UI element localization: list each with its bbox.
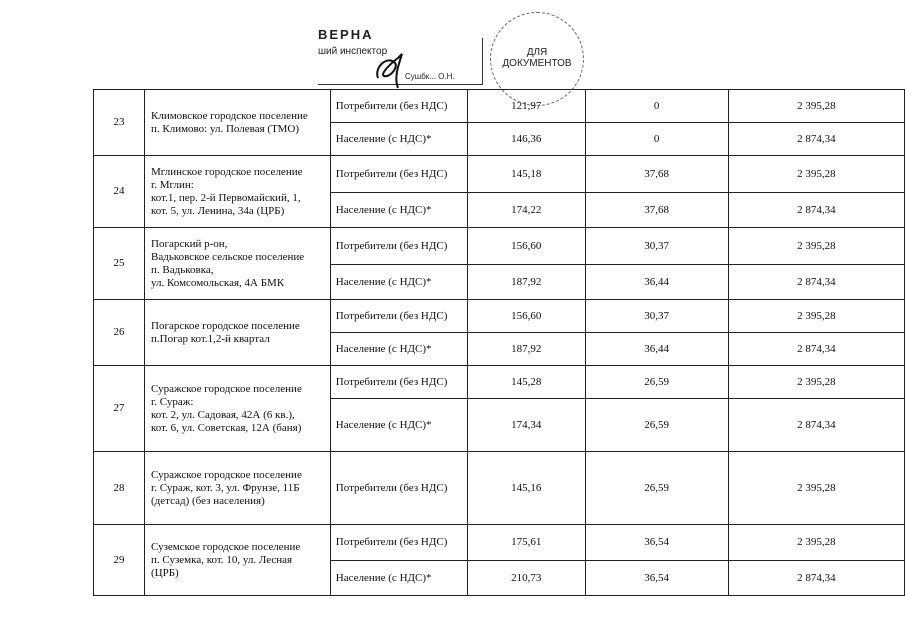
tariff-value: 36,44 (585, 333, 728, 366)
tariff-value: 0 (585, 90, 728, 123)
location-line: Суражское городское поселение (151, 468, 302, 481)
location-line: г. Мглин: (151, 178, 194, 191)
tariff-value: 187,92 (468, 333, 586, 366)
tariff-value: 146,36 (468, 123, 586, 156)
location-line: Погарское городское поселение (151, 319, 300, 332)
tariff-value: 30,37 (585, 228, 728, 265)
consumer-category: Потребители (без НДС) (330, 300, 467, 333)
row-number: 24 (94, 156, 145, 228)
tariff-value: 26,59 (585, 366, 728, 399)
location-line: п. Суземка, кот. 10, ул. Лесная (151, 553, 293, 566)
tariff-value: 145,28 (468, 366, 586, 399)
consumer-category: Потребители (без НДС) (330, 90, 467, 123)
location-line: г. Сураж: (151, 395, 194, 408)
tariff-value: 145,18 (468, 156, 586, 193)
tariff-value: 174,34 (468, 399, 586, 452)
tariff-value: 2 395,28 (728, 90, 904, 123)
tariff-value: 175,61 (468, 525, 586, 561)
consumer-category: Население (с НДС)* (330, 193, 467, 228)
table-row (94, 300, 905, 333)
table-row (94, 228, 905, 265)
tariff-value: 2 395,28 (728, 366, 904, 399)
tariff-value: 2 395,28 (728, 156, 904, 193)
location-line: п. Климово: ул. Полевая (ТМО) (151, 122, 300, 135)
table-row (94, 156, 905, 193)
location-line: Суражское городское поселение (151, 382, 302, 395)
tariff-value: 2 874,34 (728, 193, 904, 228)
tariff-value: 156,60 (468, 300, 586, 333)
tariff-value: 2 874,34 (728, 561, 904, 596)
tariff-value: 30,37 (585, 300, 728, 333)
table-row (94, 90, 905, 123)
location-line: кот. 6, ул. Советская, 12А (баня) (151, 421, 302, 434)
row-number: 29 (94, 525, 145, 596)
table-row (94, 366, 905, 399)
tariff-value: 37,68 (585, 156, 728, 193)
tariff-value: 145,16 (468, 452, 586, 525)
row-number: 26 (94, 300, 145, 366)
tariff-value: 2 395,28 (728, 228, 904, 265)
location-line: (детсад) (без населения) (151, 494, 265, 507)
tariff-value: 121,97 (468, 90, 586, 123)
stamp-inspector-text: ший инспектор (318, 46, 388, 57)
consumer-category: Потребители (без НДС) (330, 452, 467, 525)
tariff-value: 0 (585, 123, 728, 156)
tariff-value: 26,59 (585, 399, 728, 452)
tariff-value: 2 395,28 (728, 300, 904, 333)
consumer-category: Потребители (без НДС) (330, 525, 467, 561)
location-line: кот. 5, ул. Ленина, 34а (ЦРБ) (151, 204, 285, 217)
consumer-category: Население (с НДС)* (330, 333, 467, 366)
tariff-table-body (94, 90, 905, 596)
tariff-value: 26,59 (585, 452, 728, 525)
consumer-category: Население (с НДС)* (330, 399, 467, 452)
row-number: 25 (94, 228, 145, 300)
location-cell (145, 156, 331, 228)
consumer-category: Потребители (без НДС) (330, 366, 467, 399)
tariff-value: 2 874,34 (728, 123, 904, 156)
tariff-value: 2 874,34 (728, 399, 904, 452)
tariff-value: 156,60 (468, 228, 586, 265)
tariff-value: 36,54 (585, 561, 728, 596)
tariff-value: 36,54 (585, 525, 728, 561)
location-line: кот.1, пер. 2-й Первомайский, 1, (151, 191, 301, 204)
location-line: ул. Комсомольская, 4А БМК (151, 276, 285, 289)
stamp-name-text: Сушбк... О.Н. (405, 72, 455, 81)
tariff-value: 36,44 (585, 265, 728, 300)
location-cell (145, 452, 331, 525)
location-cell (145, 525, 331, 596)
consumer-category: Потребители (без НДС) (330, 156, 467, 193)
tariff-value: 37,68 (585, 193, 728, 228)
table-row (94, 452, 905, 525)
location-cell (145, 90, 331, 156)
location-line: Погарский р-он, (151, 237, 228, 250)
tariff-value: 210,73 (468, 561, 586, 596)
location-line: кот. 2, ул. Садовая, 42А (6 кв.), (151, 408, 295, 421)
tariff-value: 2 395,28 (728, 452, 904, 525)
consumer-category: Население (с НДС)* (330, 123, 467, 156)
consumer-category: Потребители (без НДС) (330, 228, 467, 265)
location-line: Суземское городское поселение (151, 540, 301, 553)
location-line: Климовское городское поселение (151, 109, 308, 122)
row-number: 27 (94, 366, 145, 452)
tariff-value: 174,22 (468, 193, 586, 228)
tariff-value: 187,92 (468, 265, 586, 300)
round-stamp-text: ДЛЯ ДОКУМЕНТОВ (502, 47, 572, 69)
location-line: г. Сураж, кот. 3, ул. Фрунзе, 11Б (151, 481, 300, 494)
tariff-value: 2 874,34 (728, 333, 904, 366)
location-line: Мглинское городское поселение (151, 165, 303, 178)
tariff-table (93, 89, 905, 596)
signature-image (368, 48, 418, 90)
row-number: 23 (94, 90, 145, 156)
location-line: п.Погар кот.1,2-й квартал (151, 332, 270, 345)
row-number: 28 (94, 452, 145, 525)
consumer-category: Население (с НДС)* (330, 265, 467, 300)
location-cell (145, 366, 331, 452)
stamp-copy-text: ВЕРНА (318, 27, 374, 42)
location-line: Вадьковское сельское поселение (151, 250, 305, 263)
tariff-value: 2 395,28 (728, 525, 904, 561)
location-line: п. Вадьковка, (151, 263, 214, 276)
location-cell (145, 228, 331, 300)
location-line: (ЦРБ) (151, 566, 179, 579)
location-cell (145, 300, 331, 366)
consumer-category: Население (с НДС)* (330, 561, 467, 596)
table-row (94, 525, 905, 561)
tariff-value: 2 874,34 (728, 265, 904, 300)
